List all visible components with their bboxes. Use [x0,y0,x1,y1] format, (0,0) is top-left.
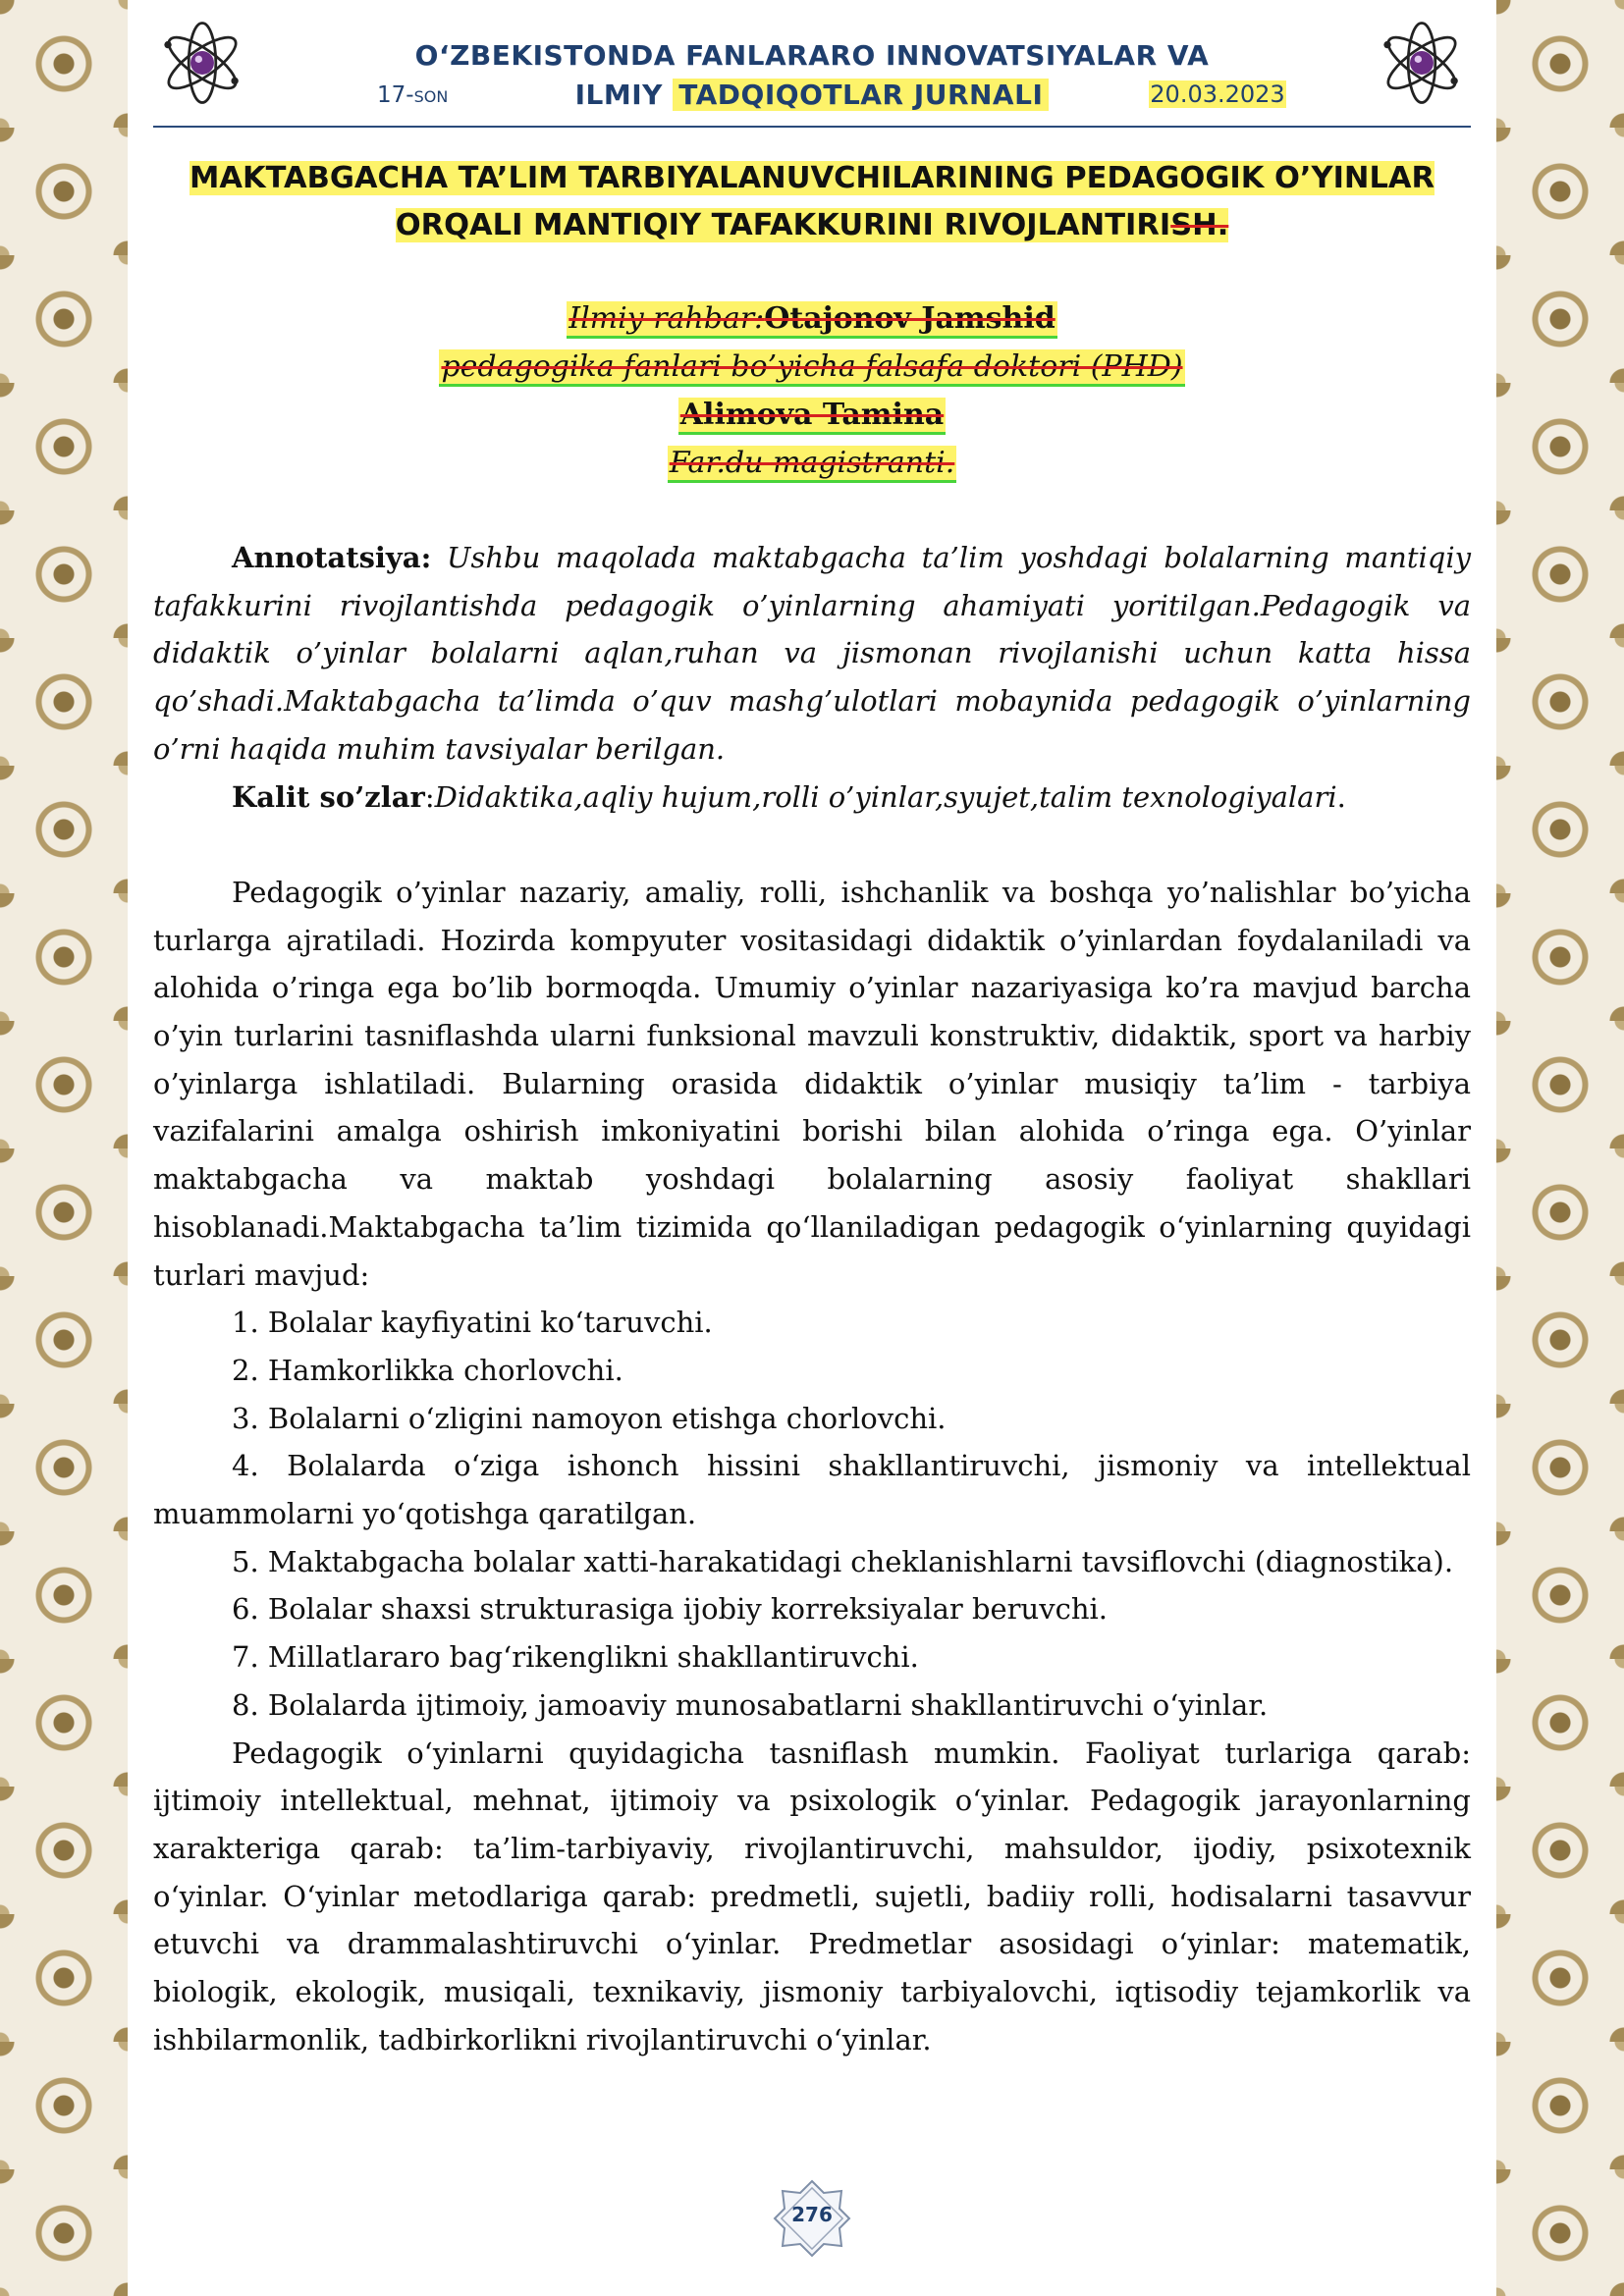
journal-title-line1: O‘ZBEKISTONDA FANLARARO INNOVATSIYALAR VA [414,39,1210,72]
journal-page [128,0,1496,2296]
journal-title-line2-highlight: TADQIQOTLAR JURNALI [673,79,1049,111]
article-title [128,155,1496,249]
header-divider [153,126,1471,128]
article-title-line2-struck: SH. [1170,208,1229,242]
issue-date: 20.03.2023 [1150,80,1285,108]
author-name: Alimova Tamina [678,398,946,435]
list-item: 8. Bolalarda ijtimoiy, jamoaviy munosabatlarni shakllantiruvchi o‘yinlar. [232,1687,1269,1722]
keywords-text: Didaktika,aqliy hujum,rolli o’yinlar,syujet,talim texnologiyalari [434,779,1337,814]
journal-title-line2-a: ILMIY [574,79,674,111]
author-affiliation: Far.du magistranti. [668,446,957,483]
abstract-text: Ushbu maqolada maktabgacha ta’lim yoshdagi bolalarning mantiqiy tafakkurini rivojlantishda pedagogik o’yinlarning ahamiyati yoritilgan.Pedagogik va didaktik o’yinlar bolalarni aqlan,ruhan va jismonan rivojlanishi uchun katta hissa qo’shadi.Maktabgacha ta’limda o’quv mashg’ulotlari mobaynida pedagogik o’yinlarning o’rni haqida muhim tavsiyalar berilgan. [153,541,1471,766]
keywords-separator: : [424,779,435,814]
body-paragraph-1: Pedagogik o’yinlar nazariy, amaliy, rolli, ishchanlik va boshqa yo’nalishlar bo’yicha turlarga ajratiladi. Hozirda kompyuter vositasidagi didaktik o’yinlardan foydalaniladi va alohida o’ringa ega bo’lib bormoqda. Umumiy o’yinlar nazariyasiga ko’ra mavjud barcha o’yin turlarini tasniflashda ularni funksional mavzuli konstruktiv, didaktik, sport va harbiy o’yinlarga ishlatiladi. Bularning orasida didaktik o’yinlar musiqiy ta’lim - tarbiya vazifalarini amalga oshirish imkoniyatini borishi bilan alohida o’ringa ega. O’yinlar maktabgacha va maktab yoshdagi bolalarning asosiy faoliyat shakllari hisoblanadi.Maktabgacha ta’lim tizimida qo‘llaniladigan pedagogik o‘yinlarning quyidagi turlari mavjud: [153,875,1471,1292]
issue-number-value: 17- [377,82,414,108]
issue-label: SON [413,87,449,106]
keywords-end: . [1336,779,1346,814]
author-block [128,294,1496,487]
keywords-label: Kalit so’zlar [232,779,425,814]
journal-title-line2 [128,79,1496,111]
ornamental-border-right [1496,0,1624,2296]
journal-header [128,0,1496,130]
list-item: 1. Bolalar kayfiyatini ko‘taruvchi. [232,1306,713,1340]
paragraph-gap [153,821,1471,869]
supervisor-name: Otajonov Jamshid [764,301,1056,336]
supervisor-line [567,301,1057,339]
article-body [153,534,1471,2063]
page-number-badge [773,2179,851,2258]
issue-number [377,82,448,108]
page-number: 276 [791,2203,833,2226]
list-item: 4. Bolalarda o‘ziga ishonch hissini shakllantiruvchi, jismoniy va intellektual muammolarni yo‘qotishga qaratilgan. [153,1449,1471,1531]
abstract-paragraph [153,534,1471,774]
article-title-line2: ORQALI MANTIQIY TAFAKKURINI RIVOJLANTIRI [395,208,1171,242]
supervisor-degree: pedagogika fanlari bo’yicha falsafa doktori (PHD) [439,349,1184,387]
list-item: 3. Bolalarni o‘zligini namoyon etishga chorlovchi. [232,1401,947,1435]
keywords-paragraph [153,774,1471,822]
list-item: 2. Hamkorlikka chorlovchi. [232,1353,623,1387]
list-item: 7. Millatlararo bag‘rikenglikni shakllantiruvchi. [232,1640,919,1675]
list-item: 5. Maktabgacha bolalar xatti-harakatidagi cheklanishlarni tavsiflovchi (diagnostika). [232,1544,1454,1578]
article-title-line1: MAKTABGACHA TA’LIM TARBIYALANUVCHILARINING PEDAGOGIK O’YINLAR [189,161,1435,195]
list-item: 6. Bolalar shaxsi strukturasiga ijobiy korreksiyalar beruvchi. [232,1592,1109,1627]
supervisor-label: Ilmiy rahbar: [568,301,765,336]
ornamental-border-left [0,0,128,2296]
body-paragraph-2: Pedagogik o‘yinlarni quyidagicha tasniflash mumkin. Faoliyat turlariga qarab: ijtimoiy intellektual, mehnat, ijtimoiy va psixologik o‘yinlar. Pedagogik jarayonlarning xarakteriga qarab: ta’lim-tarbiyaviy, rivojlantiruvchi, mahsuldor, ijodiy, psixotexnik o‘yinlar. O‘yinlar metodlariga qarab: predmetli, sujetli, badiiy rolli, hodisalarni tasavvur etuvchi va drammalashtiruvchi o‘yinlar. Predmetlar asosidagi o‘yinlar: matematik, biologik, ekologik, musiqali, texnikaviy, jismoniy tarbiyalovchi, iqtisodiy tejamkorlik va ishbilarmonlik, tadbirkorlikni rivojlantiruvchi o‘yinlar. [153,1735,1471,2056]
abstract-label: Annotatsiya: [232,541,432,574]
